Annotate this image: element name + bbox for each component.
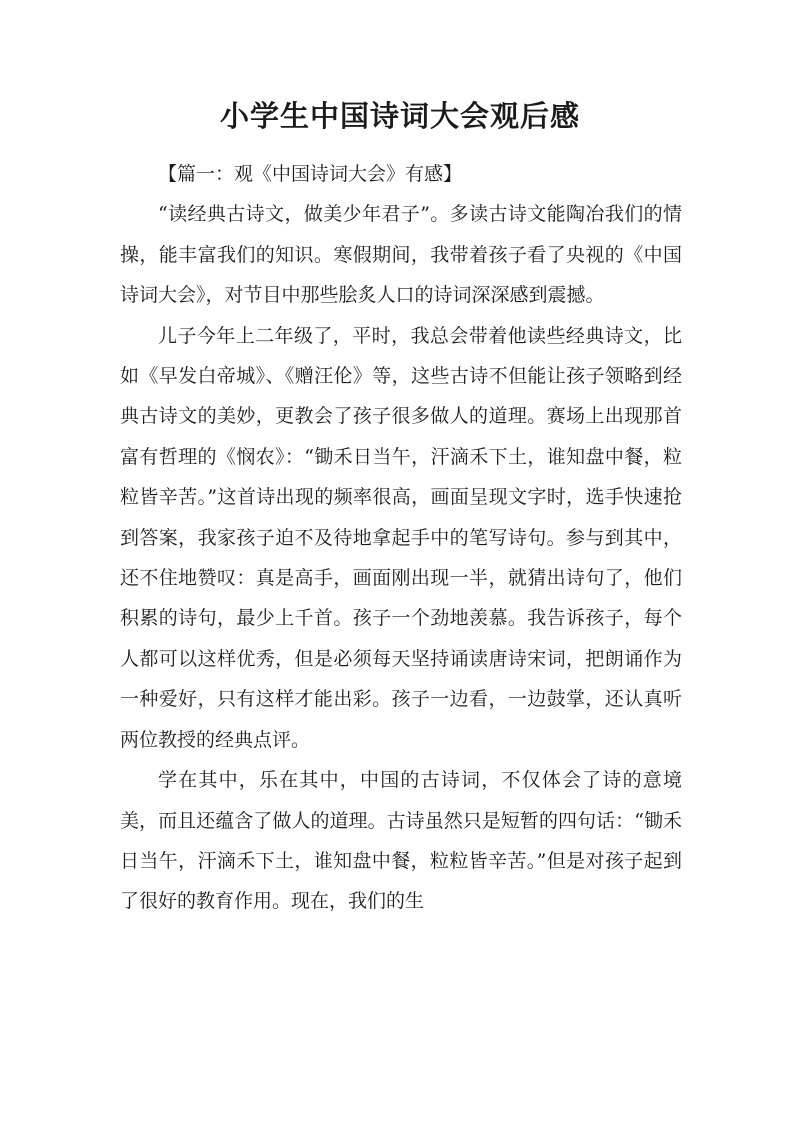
paragraph-3: 学在其中，乐在其中，中国的古诗词，不仅体会了诗的意境美，而且还蕴含了做人的道理。古诗虽然只是短暂的四句话：“锄禾日当午，汗滴禾下土，谁知盘中餐，粒粒皆辛苦。”但是对孩子起到了很好的教育作用。现在，我们的生	[120, 769, 682, 913]
document-title: 小学生中国诗词大会观后感	[219, 99, 580, 133]
section-heading: 【篇一：观《中国诗词大会》有感】	[158, 163, 463, 185]
document-body	[120, 154, 682, 922]
paragraph-1: “读经典古诗文，做美少年君子”。多读古诗文能陶冶我们的情操，能丰富我们的知识。寒假期间，我带着孩子看了央视的《中国诗词大会》，对节目中那些脍炙人口的诗词深深感到震撼。	[120, 203, 682, 307]
paragraph-2: 儿子今年上二年级了，平时，我总会带着他读些经典诗文，比如《早发白帝城》、《赠汪伦》等，这些古诗不但能让孩子领略到经典古诗文的美妙，更教会了孩子很多做人的道理。赛场上出现那首富有哲理的《悯农》：“锄禾日当午，汗滴禾下土，谁知盘中餐，粒粒皆辛苦。”这首诗出现的频率很高，画面呈现文字时，选手快速抢到答案，我家孩子迫不及待地拿起手中的笔写诗句。参与到其中，还不住地赞叹：真是高手，画面刚出现一半，就猜出诗句了，他们积累的诗句，最少上千首。孩子一个劲地羡慕。我告诉孩子，每个人都可以这样优秀，但是必须每天坚持诵读唐诗宋词，把朗诵作为一种爱好，只有这样才能出彩。孩子一边看，一边鼓掌，还认真听两位教授的经典点评。	[120, 324, 682, 751]
